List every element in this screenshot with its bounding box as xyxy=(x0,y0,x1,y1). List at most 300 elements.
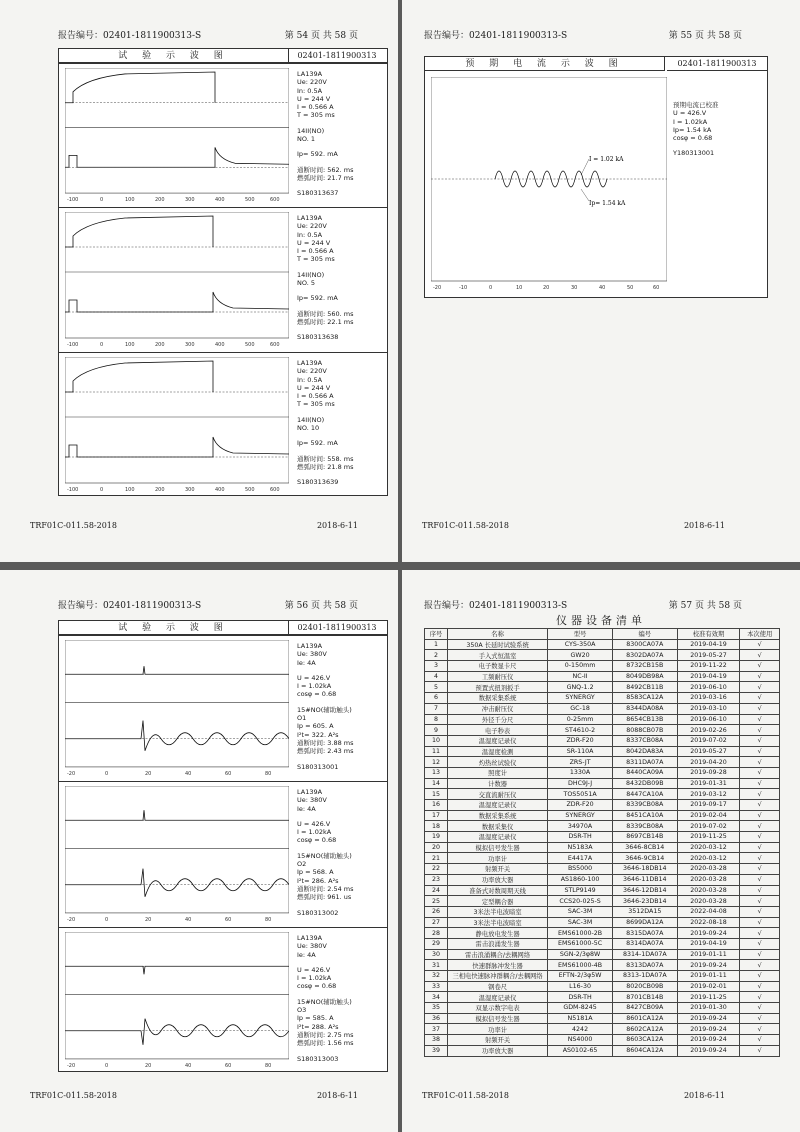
table-cell: 2019-02-26 xyxy=(677,725,740,736)
svg-text:-20: -20 xyxy=(433,285,442,291)
table-cell: 8451CA10A xyxy=(612,810,677,821)
table-cell: 8313DA07A xyxy=(612,960,677,971)
table-cell: 温湿度记录仪 xyxy=(447,800,547,811)
table-cell: 2019-09-24 xyxy=(677,1013,740,1024)
page-number: 第 56 页 共 58 页 xyxy=(284,601,358,611)
table-cell: √ xyxy=(740,650,780,661)
table-row xyxy=(425,821,780,832)
table-cell: AS1860-100 xyxy=(548,874,613,885)
table-cell: 雷击浪涌耦合/去耦网络 xyxy=(447,949,547,960)
table-cell: 8701CB14B xyxy=(612,992,677,1003)
table-cell: √ xyxy=(740,778,780,789)
page-number: 第 57 页 共 58 页 xyxy=(668,601,742,611)
table-cell: 8601CA12A xyxy=(612,1013,677,1024)
table-cell: 8314DA07A xyxy=(612,938,677,949)
table-cell: 2019-03-12 xyxy=(677,789,740,800)
table-cell: √ xyxy=(740,725,780,736)
waveform-chart xyxy=(65,640,289,777)
svg-text:80: 80 xyxy=(265,770,272,777)
table-cell: DHC9J-J xyxy=(548,778,613,789)
table-cell: 11 xyxy=(425,746,448,757)
footer-date: 2018-6-11 xyxy=(683,521,725,530)
table-cell: 34 xyxy=(425,992,448,1003)
waveform-chart xyxy=(65,357,289,493)
current-annotation: I = 1.02 kA xyxy=(589,156,624,163)
test-parameters: LA139A Ue: 380V Ie: 4A U = 426.V I = 1.02kA cosφ = 0.68 15#NO(辅助触头) O1 Ip = 605. A I²t= 322. A²s 通断时间: 3.88 ms 燃弧时间: 2.43 ms S180313001 xyxy=(297,642,354,771)
table-cell: ST4610-2 xyxy=(548,725,613,736)
svg-text:-20: -20 xyxy=(67,1062,76,1069)
table-cell: √ xyxy=(740,949,780,960)
table-cell: √ xyxy=(740,917,780,928)
table-cell: √ xyxy=(740,714,780,725)
table-cell: AS0102-65 xyxy=(548,1045,613,1056)
svg-text:500: 500 xyxy=(245,487,255,493)
table-cell: 2019-01-11 xyxy=(677,971,740,982)
table-cell: 8339CB08A xyxy=(612,821,677,832)
svg-text:600: 600 xyxy=(270,197,280,203)
svg-text:100: 100 xyxy=(125,197,135,203)
svg-text:20: 20 xyxy=(145,916,152,923)
table-cell: 数据采集系统 xyxy=(447,810,547,821)
svg-text:-100: -100 xyxy=(67,342,79,348)
table-cell: 35 xyxy=(425,1003,448,1014)
table-cell: 8344DA08A xyxy=(612,703,677,714)
table-cell: 3512DA15 xyxy=(612,906,677,917)
table-cell: 2022-08-18 xyxy=(677,917,740,928)
svg-text:100: 100 xyxy=(125,342,135,348)
svg-text:0: 0 xyxy=(100,342,104,348)
svg-text:60: 60 xyxy=(653,285,660,291)
table-cell: DSR-TH xyxy=(548,992,613,1003)
table-cell: 1 xyxy=(425,639,448,650)
table-cell: 定型耦合器 xyxy=(447,896,547,907)
table-cell: √ xyxy=(740,682,780,693)
table-cell: GW20 xyxy=(548,650,613,661)
equipment-list-title: 仪器设备清单 xyxy=(556,614,646,627)
table-row xyxy=(425,906,780,917)
table-row xyxy=(425,639,780,650)
table-cell: 照度计 xyxy=(447,767,547,778)
table-cell: 28 xyxy=(425,928,448,939)
table-cell: SYNERGY xyxy=(548,693,613,704)
table-row xyxy=(425,757,780,768)
table-cell: 3646-18DB14 xyxy=(612,864,677,875)
table-cell: SAC-3M xyxy=(548,906,613,917)
table-cell: 模拟信号发生器 xyxy=(447,842,547,853)
table-row xyxy=(425,789,780,800)
table-row xyxy=(425,682,780,693)
table-cell: 8432DB09B xyxy=(612,778,677,789)
table-cell: 快速群脉冲发生器 xyxy=(447,960,547,971)
svg-text:40: 40 xyxy=(185,1062,192,1069)
table-cell: 16 xyxy=(425,800,448,811)
table-cell: NC-II xyxy=(548,671,613,682)
svg-text:0: 0 xyxy=(105,770,109,777)
table-cell: 8603CA12A xyxy=(612,1035,677,1046)
waveform-plot xyxy=(65,68,289,203)
peak-annotation: Ip= 1.54 kA xyxy=(589,200,626,207)
table-cell: 2019-04-19 xyxy=(677,671,740,682)
waveform-plot xyxy=(65,212,289,348)
svg-text:0: 0 xyxy=(105,1062,109,1069)
table-cell: 静电放电发生器 xyxy=(447,928,547,939)
waveform-plot xyxy=(65,786,289,923)
table-cell: 功率放大器 xyxy=(447,874,547,885)
svg-text:300: 300 xyxy=(185,197,195,203)
svg-text:300: 300 xyxy=(185,487,195,493)
table-cell: 8699DA12A xyxy=(612,917,677,928)
table-cell: SYNERGY xyxy=(548,810,613,821)
table-cell: √ xyxy=(740,746,780,757)
table-cell: 灼热丝试验仪 xyxy=(447,757,547,768)
table-row xyxy=(425,853,780,864)
table-row xyxy=(425,1035,780,1046)
oscillogram-panel xyxy=(59,781,387,927)
table-cell: 2022-04-08 xyxy=(677,906,740,917)
svg-text:50: 50 xyxy=(627,285,634,291)
table-row xyxy=(425,703,780,714)
oscillogram-title: 预 期 电 流 示 波 图 xyxy=(425,57,665,71)
table-cell: ZDR-F20 xyxy=(548,735,613,746)
table-cell: 10 xyxy=(425,735,448,746)
svg-text:400: 400 xyxy=(215,487,225,493)
svg-text:0: 0 xyxy=(489,285,493,291)
table-cell: EMS61000-2B xyxy=(548,928,613,939)
svg-text:600: 600 xyxy=(270,487,280,493)
table-cell: 2020-03-28 xyxy=(677,874,740,885)
table-cell: EMS61000-5C xyxy=(548,938,613,949)
svg-text:0: 0 xyxy=(105,916,109,923)
svg-text:100: 100 xyxy=(125,487,135,493)
table-cell: √ xyxy=(740,693,780,704)
table-cell: 三相电快速脉冲群耦合/去耦网络 xyxy=(447,971,547,982)
table-cell: 8447CA10A xyxy=(612,789,677,800)
table-cell: √ xyxy=(740,928,780,939)
table-cell: 20 xyxy=(425,842,448,853)
table-cell: 25 xyxy=(425,896,448,907)
col-header: 型号 xyxy=(548,629,613,640)
oscillogram-title: 试 验 示 波 图 xyxy=(59,49,289,63)
table-cell: ZRS-JT xyxy=(548,757,613,768)
table-cell: √ xyxy=(740,1013,780,1024)
waveform-chart xyxy=(65,786,289,923)
run-number: 02401-1811900313 xyxy=(287,621,387,635)
table-cell: 7 xyxy=(425,703,448,714)
run-number: 02401-1811900313 xyxy=(287,49,387,63)
table-row xyxy=(425,671,780,682)
table-cell: √ xyxy=(740,906,780,917)
svg-text:300: 300 xyxy=(185,342,195,348)
table-cell: N5181A xyxy=(548,1013,613,1024)
table-cell: ZDR-F20 xyxy=(548,800,613,811)
table-cell: 8492CB11B xyxy=(612,682,677,693)
table-cell: 8049DB98A xyxy=(612,671,677,682)
col-header: 名称 xyxy=(447,629,547,640)
table-cell: 37 xyxy=(425,1024,448,1035)
svg-text:0: 0 xyxy=(100,197,104,203)
table-cell: 2019-09-17 xyxy=(677,800,740,811)
col-header: 校准有效期 xyxy=(677,629,740,640)
oscillogram-panel xyxy=(59,207,387,352)
table-cell: 8440CA09A xyxy=(612,767,677,778)
equipment-table xyxy=(424,628,780,1057)
table-cell: 32 xyxy=(425,971,448,982)
oscillogram-panel xyxy=(59,927,387,1073)
table-row xyxy=(425,971,780,982)
svg-text:40: 40 xyxy=(185,770,192,777)
table-cell: 8 xyxy=(425,714,448,725)
svg-text:80: 80 xyxy=(265,1062,272,1069)
table-cell: 1330A xyxy=(548,767,613,778)
table-cell: 2019-11-25 xyxy=(677,832,740,843)
svg-text:400: 400 xyxy=(215,342,225,348)
table-cell: 8315DA07A xyxy=(612,928,677,939)
table-cell: 31 xyxy=(425,960,448,971)
table-cell: √ xyxy=(740,821,780,832)
table-cell: 手入式恒温室 xyxy=(447,650,547,661)
table-cell: 21 xyxy=(425,853,448,864)
footer-form-code: TRF01C-011.58-2018 xyxy=(30,521,117,530)
table-cell: √ xyxy=(740,971,780,982)
table-cell: 2019-02-01 xyxy=(677,981,740,992)
table-cell: 8313-1DA07A xyxy=(612,971,677,982)
page-55 xyxy=(402,0,800,562)
table-cell: √ xyxy=(740,1035,780,1046)
table-cell: 4 xyxy=(425,671,448,682)
waveform-chart xyxy=(65,212,289,348)
svg-text:-100: -100 xyxy=(67,197,79,203)
table-cell: 2020-03-28 xyxy=(677,896,740,907)
table-cell: 外径千分尺 xyxy=(447,714,547,725)
svg-text:80: 80 xyxy=(265,916,272,923)
table-cell: 温湿度记录仪 xyxy=(447,735,547,746)
table-cell: 15 xyxy=(425,789,448,800)
table-cell: 39 xyxy=(425,1045,448,1056)
table-cell: EFTN-2/3φ5W xyxy=(548,971,613,982)
table-cell: NS4000 xyxy=(548,1035,613,1046)
table-cell: 电子秒表 xyxy=(447,725,547,736)
svg-text:60: 60 xyxy=(225,916,232,923)
table-cell: 3米法半电波暗室 xyxy=(447,917,547,928)
table-cell: 36 xyxy=(425,1013,448,1024)
table-cell: √ xyxy=(740,671,780,682)
table-row xyxy=(425,693,780,704)
table-cell: 准备式对数周期天线 xyxy=(447,885,547,896)
test-parameters: LA139A Ue: 220V In: 0.5A U = 244 V I = 0.566 A T = 305 ms 14II(NO) NO. 5 Ip= 592. mA 通断时间: 560. ms 燃弧时间: 22.1 ms S180313638 xyxy=(297,214,354,342)
svg-text:-10: -10 xyxy=(459,285,468,291)
table-cell: 2019-04-19 xyxy=(677,639,740,650)
page-57 xyxy=(402,570,800,1132)
table-cell: 8602CA12A xyxy=(612,1024,677,1035)
table-row xyxy=(425,992,780,1003)
table-cell: 0-150mm xyxy=(548,661,613,672)
table-cell: 350A 长延时试验系统 xyxy=(447,639,547,650)
table-row xyxy=(425,928,780,939)
table-cell: 3646-11DB14 xyxy=(612,874,677,885)
oscillogram-panel xyxy=(59,635,387,781)
svg-text:0: 0 xyxy=(100,487,104,493)
table-cell: 12 xyxy=(425,757,448,768)
table-cell: SR-110A xyxy=(548,746,613,757)
svg-text:40: 40 xyxy=(185,916,192,923)
table-cell: 8583CA12A xyxy=(612,693,677,704)
oscillogram-panel xyxy=(59,352,387,497)
table-cell: 8302DA07A xyxy=(612,650,677,661)
table-cell: CCS20-025-S xyxy=(548,896,613,907)
table-cell: √ xyxy=(740,735,780,746)
table-cell: 2019-09-24 xyxy=(677,1045,740,1056)
table-cell: 功率计 xyxy=(447,1024,547,1035)
table-cell: 8088CB07B xyxy=(612,725,677,736)
table-cell: 交直流耐压仪 xyxy=(447,789,547,800)
table-row xyxy=(425,800,780,811)
table-cell: √ xyxy=(740,981,780,992)
page-56 xyxy=(0,570,398,1132)
svg-text:200: 200 xyxy=(155,487,165,493)
test-parameters: LA139A Ue: 380V Ie: 4A U = 426.V I = 1.02kA cosφ = 0.68 15#NO(辅助触头) O2 Ip = 568. A I²t= 286. A²s 通断时间: 2.54 ms 燃弧时间: 961. us S180313002 xyxy=(297,788,354,917)
svg-text:400: 400 xyxy=(215,197,225,203)
table-cell: 18 xyxy=(425,821,448,832)
table-cell: 17 xyxy=(425,810,448,821)
footer-date: 2018-6-11 xyxy=(316,521,358,530)
table-cell: 2020-03-12 xyxy=(677,842,740,853)
table-cell: 3646-9CB14 xyxy=(612,853,677,864)
table-cell: 5 xyxy=(425,682,448,693)
table-row xyxy=(425,735,780,746)
table-row xyxy=(425,960,780,971)
svg-text:-100: -100 xyxy=(67,487,79,493)
table-cell: 2019-01-11 xyxy=(677,949,740,960)
table-row xyxy=(425,885,780,896)
table-cell: 4242 xyxy=(548,1024,613,1035)
table-cell: 2019-09-28 xyxy=(677,767,740,778)
table-cell: √ xyxy=(740,960,780,971)
col-header: 本次使用 xyxy=(740,629,780,640)
table-cell: 2020-03-28 xyxy=(677,885,740,896)
table-cell: EMS61000-4B xyxy=(548,960,613,971)
svg-text:60: 60 xyxy=(225,1062,232,1069)
table-row xyxy=(425,746,780,757)
table-cell: √ xyxy=(740,800,780,811)
svg-text:-20: -20 xyxy=(67,770,76,777)
table-row xyxy=(425,714,780,725)
table-cell: 冲击耐压仪 xyxy=(447,703,547,714)
page-number: 第 54 页 共 58 页 xyxy=(284,31,358,41)
table-cell: 23 xyxy=(425,874,448,885)
table-cell: 温湿度记录仪 xyxy=(447,832,547,843)
table-cell: 2019-09-24 xyxy=(677,1024,740,1035)
report-number: 报告编号：02401-1811900313-S xyxy=(58,31,202,41)
test-parameters: 预期电流已校准 U = 426.V I = 1.02kA Ip= 1.54 kA cosφ = 0.68 Y180313001 xyxy=(673,101,719,158)
table-cell: 6 xyxy=(425,693,448,704)
table-cell: 8697CB14B xyxy=(612,832,677,843)
table-cell: 2019-01-30 xyxy=(677,1003,740,1014)
table-cell: 30 xyxy=(425,949,448,960)
table-cell: 2019-04-19 xyxy=(677,938,740,949)
table-cell: 2019-06-10 xyxy=(677,682,740,693)
table-cell: √ xyxy=(740,789,780,800)
table-row xyxy=(425,842,780,853)
table-cell: 2019-09-24 xyxy=(677,928,740,939)
table-cell: 电子数显卡尺 xyxy=(447,661,547,672)
table-cell: 2019-09-24 xyxy=(677,960,740,971)
table-row xyxy=(425,1045,780,1056)
table-cell: 8427CB09A xyxy=(612,1003,677,1014)
svg-text:500: 500 xyxy=(245,342,255,348)
table-row xyxy=(425,864,780,875)
table-cell: GDM-8245 xyxy=(548,1003,613,1014)
table-cell: E4417A xyxy=(548,853,613,864)
table-cell: √ xyxy=(740,810,780,821)
footer-form-code: TRF01C-011.58-2018 xyxy=(422,521,509,530)
table-cell: 9 xyxy=(425,725,448,736)
table-cell: 2019-07-02 xyxy=(677,821,740,832)
oscillogram-frame xyxy=(58,620,388,1072)
table-cell: 2019-03-16 xyxy=(677,693,740,704)
report-number: 报告编号：02401-1811900313-S xyxy=(424,601,568,611)
footer-form-code: TRF01C-011.58-2018 xyxy=(422,1091,509,1100)
table-cell: L16-30 xyxy=(548,981,613,992)
page-number: 第 55 页 共 58 页 xyxy=(668,31,742,41)
table-cell: 钢卷尺 xyxy=(447,981,547,992)
table-cell: 24 xyxy=(425,885,448,896)
table-cell: √ xyxy=(740,896,780,907)
table-cell: CYS-350A xyxy=(548,639,613,650)
col-header: 编号 xyxy=(612,629,677,640)
report-number: 报告编号：02401-1811900313-S xyxy=(424,31,568,41)
table-cell: 双显示数字电表 xyxy=(447,1003,547,1014)
table-row xyxy=(425,938,780,949)
table-cell: 26 xyxy=(425,906,448,917)
table-row xyxy=(425,661,780,672)
table-cell: √ xyxy=(740,703,780,714)
table-row xyxy=(425,1013,780,1024)
waveform-chart xyxy=(65,932,289,1069)
table-cell: 3646-12DB14 xyxy=(612,885,677,896)
table-cell: 2020-03-28 xyxy=(677,864,740,875)
svg-text:20: 20 xyxy=(145,1062,152,1069)
table-cell: GNQ-1.2 xyxy=(548,682,613,693)
waveform-chart xyxy=(65,68,289,203)
table-cell: 2 xyxy=(425,650,448,661)
test-parameters: LA139A Ue: 220V In: 0.5A U = 244 V I = 0.566 A T = 305 ms 14II(NO) NO. 10 Ip= 592. mA 通断时间: 558. ms 燃弧时间: 21.8 ms S180313639 xyxy=(297,359,354,487)
table-cell: BS5000 xyxy=(548,864,613,875)
table-row xyxy=(425,832,780,843)
waveform-plot xyxy=(65,640,289,777)
table-cell: 22 xyxy=(425,864,448,875)
table-cell: 8339CB08A xyxy=(612,800,677,811)
svg-text:200: 200 xyxy=(155,342,165,348)
table-cell: 3米法半电波暗室 xyxy=(447,906,547,917)
table-cell: √ xyxy=(740,1045,780,1056)
table-cell: TOS5051A xyxy=(548,789,613,800)
svg-text:20: 20 xyxy=(543,285,550,291)
table-cell: 2019-09-24 xyxy=(677,1035,740,1046)
table-cell: √ xyxy=(740,767,780,778)
table-row xyxy=(425,725,780,736)
table-cell: 功率放大器 xyxy=(447,1045,547,1056)
svg-text:-20: -20 xyxy=(67,916,76,923)
table-cell: 2019-11-25 xyxy=(677,992,740,1003)
table-cell: √ xyxy=(740,874,780,885)
table-cell: √ xyxy=(740,938,780,949)
table-cell: 计数器 xyxy=(447,778,547,789)
table-cell: 13 xyxy=(425,767,448,778)
table-cell: 射频开关 xyxy=(447,864,547,875)
svg-text:40: 40 xyxy=(599,285,606,291)
table-cell: √ xyxy=(740,757,780,768)
table-cell: 2020-03-12 xyxy=(677,853,740,864)
